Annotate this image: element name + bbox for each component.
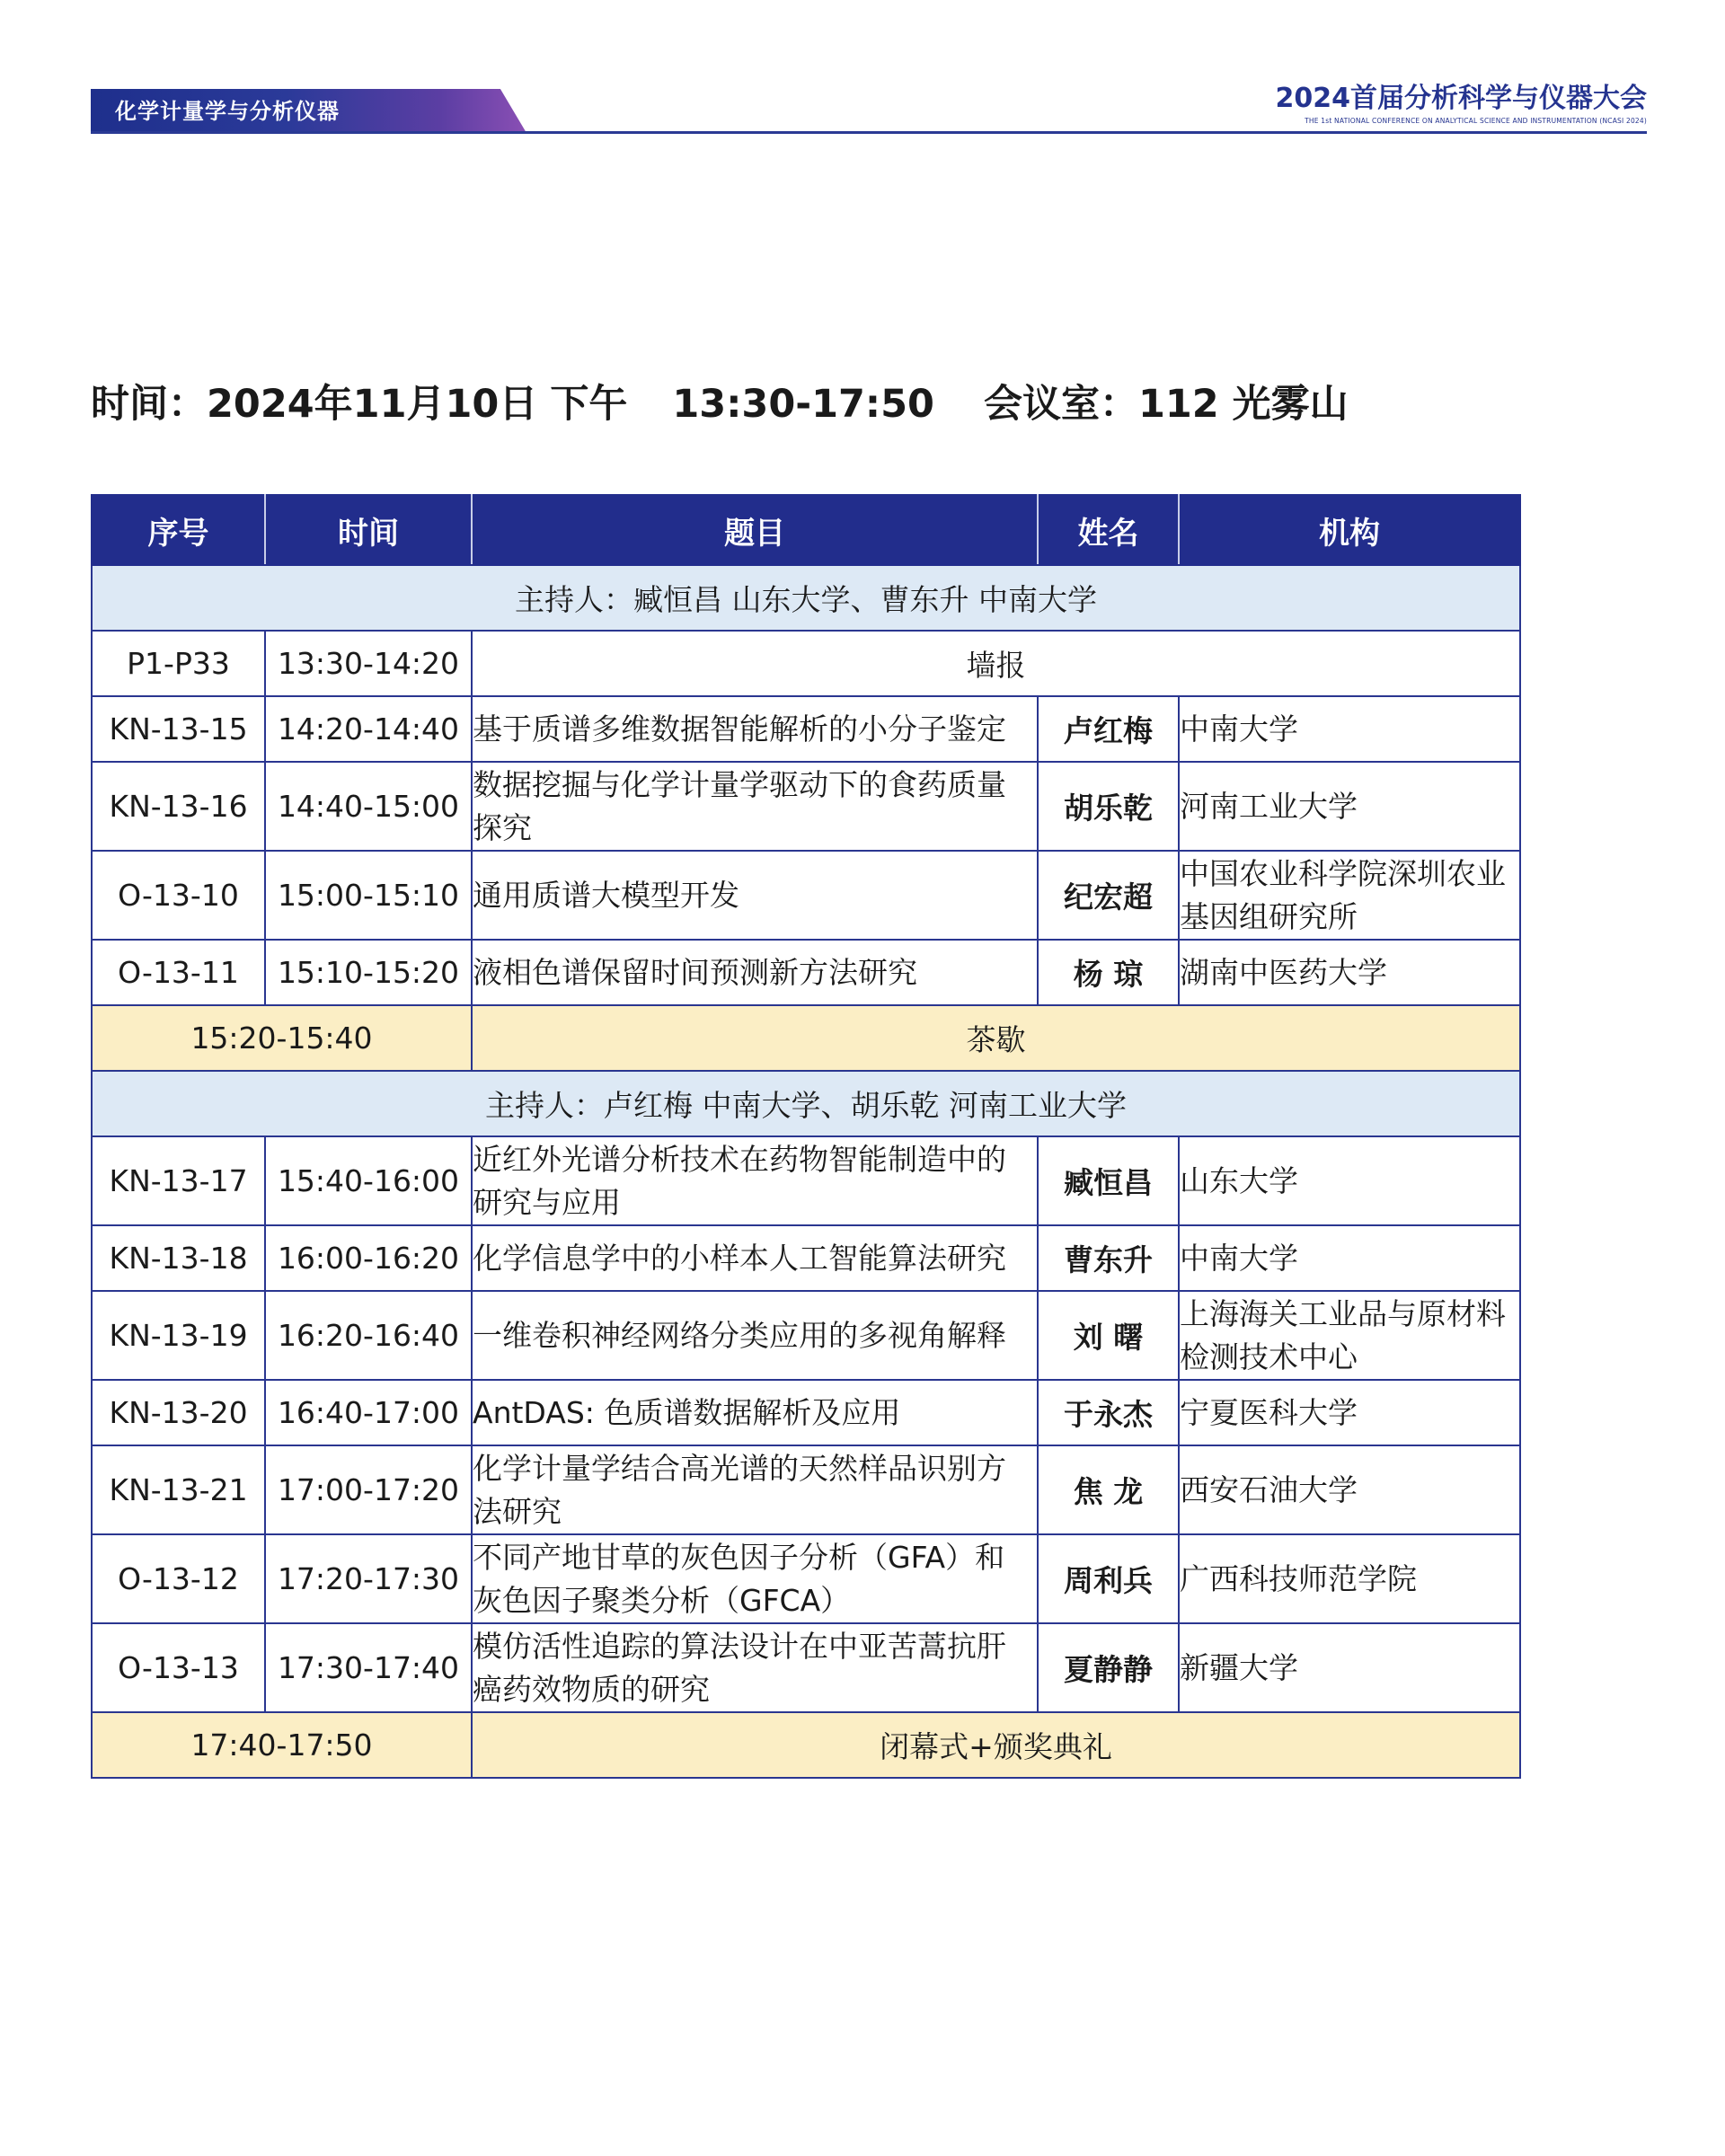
talk-time: 15:00-15:10 (265, 851, 472, 940)
closing-label: 闭幕式+颁奖典礼 (472, 1712, 1520, 1778)
talk-title-text: 化学计量学结合高光谱的天然样品识别方法研究 (473, 1450, 1006, 1529)
talk-time: 16:00-16:20 (265, 1225, 472, 1291)
section-title: 化学计量学与分析仪器 (115, 99, 340, 124)
talk-title: 液相色谱保留时间预测新方法研究 (472, 940, 1038, 1005)
column-header: 机构 (1179, 495, 1520, 565)
table-row (92, 851, 1520, 940)
table-row (92, 1225, 1520, 1291)
table-row (92, 1623, 1520, 1712)
table-row (92, 1291, 1520, 1380)
table-row (92, 940, 1520, 1005)
talk-time: 17:00-17:20 (265, 1445, 472, 1534)
talk-title (472, 1623, 1038, 1712)
column-header: 时间 (265, 495, 472, 565)
conference-subtitle: THE 1st NATIONAL CONFERENCE ON ANALYTICAL SCIENCE AND INSTRUMENTATION (NCASI 2024) (1305, 117, 1647, 125)
talk-id: KN-13-17 (92, 1136, 265, 1225)
header-divider (91, 131, 1647, 134)
speaker-name: 卢红梅 (1038, 696, 1179, 762)
poster-row (92, 631, 1520, 696)
speaker-org: 新疆大学 (1179, 1623, 1520, 1712)
talk-title (472, 1445, 1038, 1534)
talk-time: 14:40-15:00 (265, 762, 472, 851)
session-time-range: 13:30-17:50 (672, 382, 934, 427)
table-row (92, 1380, 1520, 1445)
speaker-name: 刘 曙 (1038, 1291, 1179, 1380)
speaker-org: 中南大学 (1179, 696, 1520, 762)
talk-time: 17:20-17:30 (265, 1534, 472, 1623)
talk-id: KN-13-20 (92, 1380, 265, 1445)
talk-title-text: 模仿活性追踪的算法设计在中亚苦蒿抗肝癌药效物质的研究 (473, 1628, 1006, 1707)
talk-time: 16:40-17:00 (265, 1380, 472, 1445)
talk-title-text: 数据挖掘与化学计量学驱动下的食药质量探究 (473, 766, 1006, 845)
talk-title: AntDAS: 色质谱数据解析及应用 (472, 1380, 1038, 1445)
talk-title (472, 1136, 1038, 1225)
speaker-name: 胡乐乾 (1038, 762, 1179, 851)
speaker-org: 河南工业大学 (1179, 762, 1520, 851)
speaker-org: 湖南中医药大学 (1179, 940, 1520, 1005)
talk-id: KN-13-15 (92, 696, 265, 762)
column-header: 姓名 (1038, 495, 1179, 565)
speaker-name: 臧恒昌 (1038, 1136, 1179, 1225)
talk-title: 通用质谱大模型开发 (472, 851, 1038, 940)
table-row (92, 1534, 1520, 1623)
talk-title: 基于质谱多维数据智能解析的小分子鉴定 (472, 696, 1038, 762)
talk-title (472, 762, 1038, 851)
break-time: 15:20-15:40 (92, 1005, 472, 1071)
closing-row (92, 1712, 1520, 1778)
speaker-org: 广西科技师范学院 (1179, 1534, 1520, 1623)
session-title: 墙报 (472, 631, 1520, 696)
talk-time: 16:20-16:40 (265, 1291, 472, 1380)
talk-id: O-13-11 (92, 940, 265, 1005)
speaker-name: 焦 龙 (1038, 1445, 1179, 1534)
table-row (92, 1445, 1520, 1534)
talk-time: 14:20-14:40 (265, 696, 472, 762)
talk-id: KN-13-18 (92, 1225, 265, 1291)
session-room: 会议室：112 光雾山 (983, 382, 1349, 427)
table-header-row (92, 495, 1520, 565)
conference-title: 2024首届分析科学与仪器大会 (1275, 83, 1647, 114)
host-row (92, 1071, 1520, 1136)
table-row (92, 696, 1520, 762)
speaker-org (1179, 851, 1520, 940)
talk-time: 15:10-15:20 (265, 940, 472, 1005)
host-text: 主持人：卢红梅 中南大学、胡乐乾 河南工业大学 (92, 1071, 1520, 1136)
talk-title (472, 1534, 1038, 1623)
column-header: 序号 (92, 495, 265, 565)
speaker-name: 周利兵 (1038, 1534, 1179, 1623)
speaker-org: 山东大学 (1179, 1136, 1520, 1225)
speaker-org-text: 上海海关工业品与原材料检测技术中心 (1180, 1295, 1506, 1374)
break-row (92, 1005, 1520, 1071)
talk-id: O-13-12 (92, 1534, 265, 1623)
speaker-name: 夏静静 (1038, 1623, 1179, 1712)
session-date: 时间：2024年11月10日 (91, 382, 538, 427)
session-heading (91, 377, 1349, 431)
session-id: P1-P33 (92, 631, 265, 696)
host-row (92, 565, 1520, 631)
talk-id: O-13-10 (92, 851, 265, 940)
speaker-name: 曹东升 (1038, 1225, 1179, 1291)
speaker-org-text: 中国农业科学院深圳农业基因组研究所 (1180, 855, 1506, 934)
schedule-table (91, 494, 1521, 1779)
column-header: 题目 (472, 495, 1038, 565)
talk-id: KN-13-16 (92, 762, 265, 851)
speaker-org: 西安石油大学 (1179, 1445, 1520, 1534)
table-row (92, 1136, 1520, 1225)
talk-time: 17:30-17:40 (265, 1623, 472, 1712)
talk-title: 化学信息学中的小样本人工智能算法研究 (472, 1225, 1038, 1291)
session-period: 下午 (550, 382, 628, 427)
closing-time: 17:40-17:50 (92, 1712, 472, 1778)
session-time: 13:30-14:20 (265, 631, 472, 696)
talk-time: 15:40-16:00 (265, 1136, 472, 1225)
speaker-name: 于永杰 (1038, 1380, 1179, 1445)
speaker-name: 杨 琼 (1038, 940, 1179, 1005)
talk-title-text: 近红外光谱分析技术在药物智能制造中的研究与应用 (473, 1141, 1006, 1220)
table-row (92, 762, 1520, 851)
speaker-org: 宁夏医科大学 (1179, 1380, 1520, 1445)
talk-id: O-13-13 (92, 1623, 265, 1712)
speaker-name: 纪宏超 (1038, 851, 1179, 940)
break-label: 茶歇 (472, 1005, 1520, 1071)
talk-id: KN-13-21 (92, 1445, 265, 1534)
talk-title: 一维卷积神经网络分类应用的多视角解释 (472, 1291, 1038, 1380)
speaker-org (1179, 1291, 1520, 1380)
speaker-org: 中南大学 (1179, 1225, 1520, 1291)
talk-id: KN-13-19 (92, 1291, 265, 1380)
talk-title-text: 不同产地甘草的灰色因子分析（GFA）和灰色因子聚类分析（GFCA） (473, 1539, 1005, 1618)
host-text: 主持人：臧恒昌 山东大学、曹东升 中南大学 (92, 565, 1520, 631)
